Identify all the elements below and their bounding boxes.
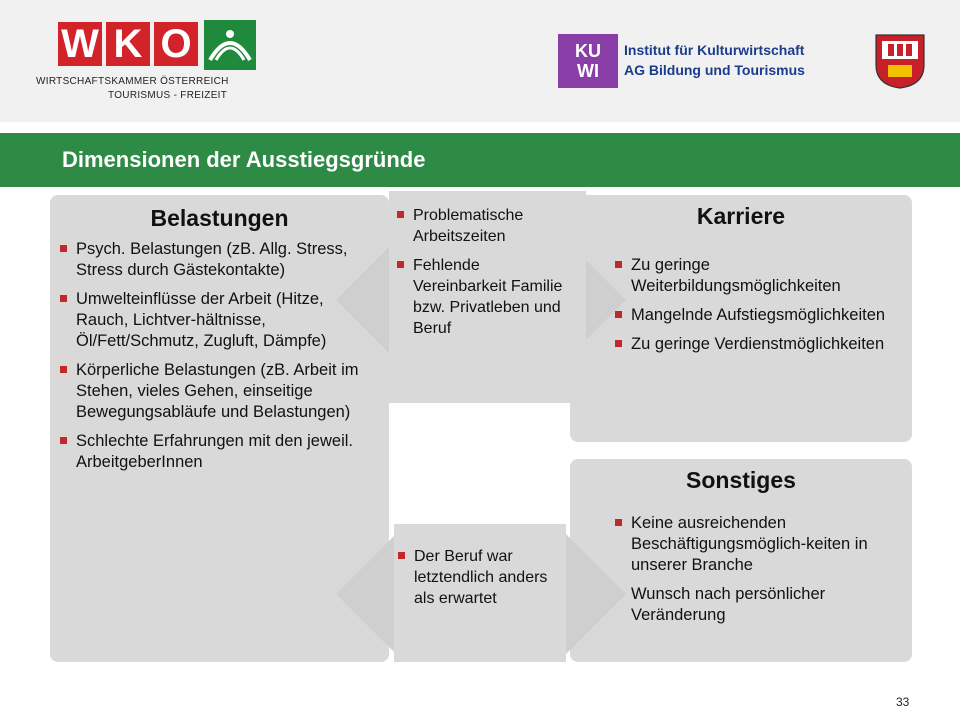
list-item: Psych. Belastungen (zB. Allg. Stress, Stress durch Gästekontakte) bbox=[60, 239, 376, 281]
wko-subtitle-line2: TOURISMUS - FREIZEIT bbox=[108, 90, 228, 101]
sonstiges-title: Sonstiges bbox=[686, 467, 796, 493]
middle-bottom-list bbox=[398, 546, 558, 617]
list-item: Der Beruf war letztendlich anders als erwartet bbox=[398, 546, 558, 609]
wko-subtitle-line1: WIRTSCHAFTSKAMMER ÖSTERREICH bbox=[36, 76, 229, 87]
kuwi-logo-line1: KU bbox=[575, 41, 601, 61]
list-item: Zu geringe Verdienstmöglichkeiten bbox=[615, 334, 905, 355]
institute-name: Institut für Kulturwirtschaft bbox=[624, 42, 805, 58]
list-item: Mangelnde Aufstiegsmöglichkeiten bbox=[615, 305, 905, 326]
belastungen-title: Belastungen bbox=[150, 205, 289, 231]
wko-logo-letter-k: K bbox=[106, 22, 150, 66]
middle-bottom-box bbox=[394, 524, 566, 662]
list-item: Körperliche Belastungen (zB. Arbeit im Stehen, vieles Gehen, einseitige Bewegungsabläufe und Belastungen) bbox=[60, 360, 376, 423]
kuwi-logo-line2: WI bbox=[577, 61, 599, 81]
list-item: Problematische Arbeitszeiten bbox=[397, 205, 577, 247]
list-item: Umwelteinflüsse der Arbeit (Hitze, Rauch, Lichtver-hältnisse, Öl/Fett/Schmutz, Zugluft, Dämpfe) bbox=[60, 289, 376, 352]
list-item: Schlechte Erfahrungen mit den jeweil. ArbeitgeberInnen bbox=[60, 431, 376, 473]
list-item: Fehlende Vereinbarkeit Familie bzw. Privatleben und Beruf bbox=[397, 255, 577, 339]
wko-logo-letter-o: O bbox=[154, 22, 198, 66]
middle-top-list bbox=[397, 205, 577, 347]
list-item: Wunsch nach persönlicher Veränderung bbox=[615, 584, 905, 626]
karriere-title: Karriere bbox=[696, 203, 786, 229]
list-item: Zu geringe Weiterbildungsmöglichkeiten bbox=[615, 255, 905, 297]
institute-group: AG Bildung und Tourismus bbox=[624, 62, 805, 78]
slide-title: Dimensionen der Ausstiegsgründe bbox=[62, 147, 426, 172]
list-item: Keine ausreichenden Beschäftigungsmöglich-keiten in unserer Branche bbox=[615, 513, 905, 576]
page-number: 33 bbox=[896, 695, 910, 709]
wko-logo-letter-w: W bbox=[58, 22, 102, 66]
middle-top-box bbox=[389, 191, 586, 403]
